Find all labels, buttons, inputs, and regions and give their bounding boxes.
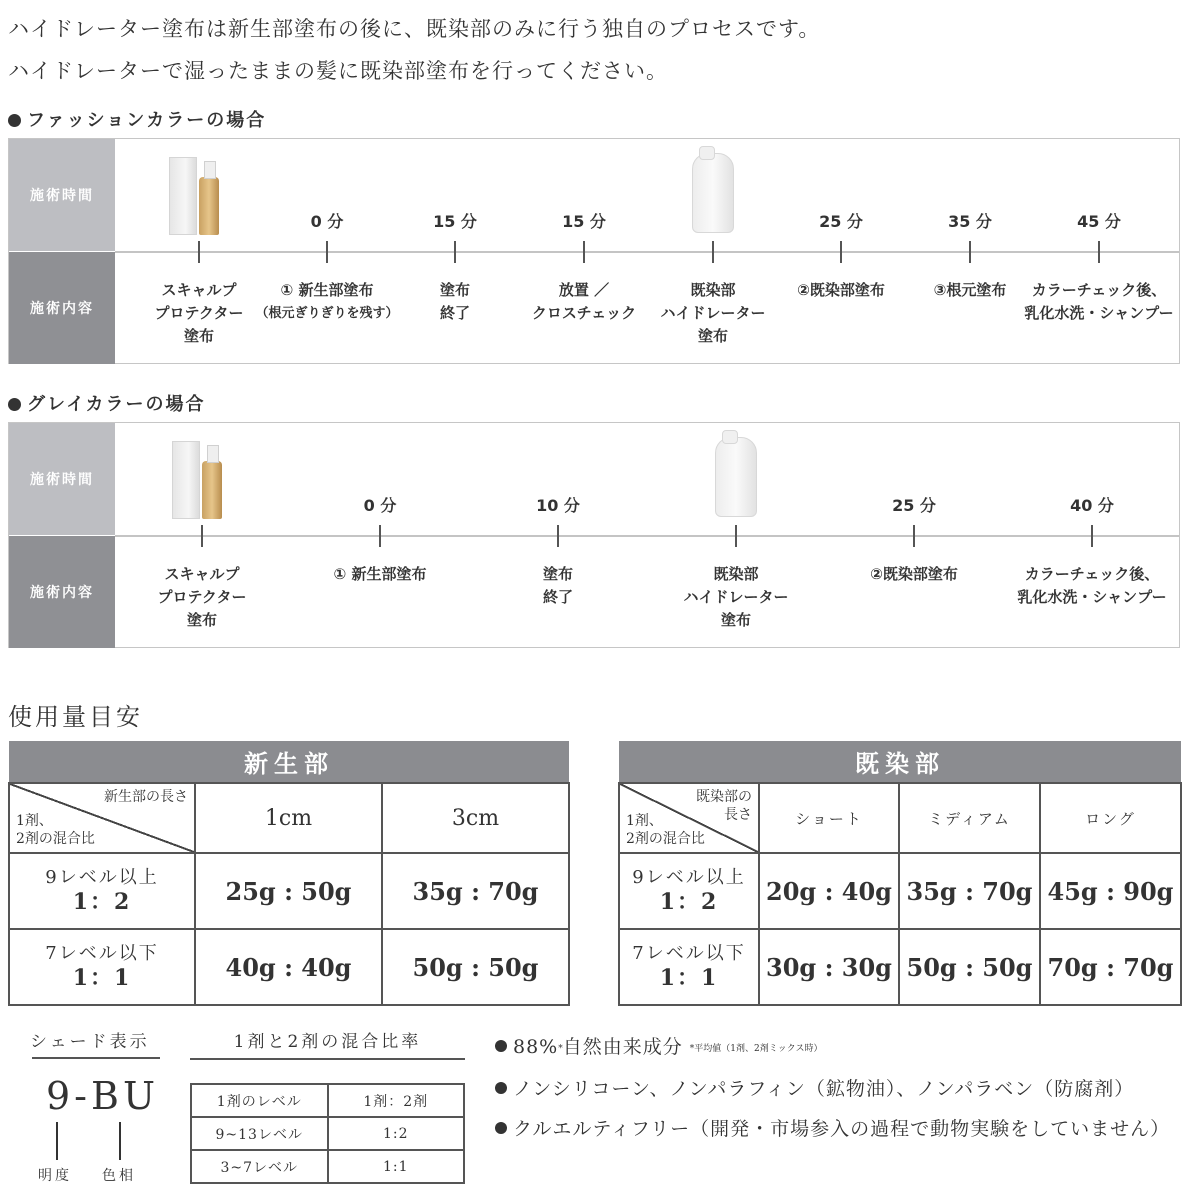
feature-list <box>495 1027 1170 1149</box>
step-time: 35 分 <box>948 212 992 231</box>
table-row <box>9 929 569 1005</box>
gray-section-title: グレイカラーの場合 <box>8 390 206 416</box>
step-description: ① 新生部塗布 <box>333 565 427 583</box>
hue-label: 色相 <box>102 1168 136 1184</box>
shade-code: 9-BU <box>46 1074 159 1118</box>
table-cell: 40g : 40g <box>195 929 382 1005</box>
feature-item: ノンシリコーン、ノンパラフィン（鉱物油）、ノンパラベン（防腐剤） <box>495 1069 1170 1109</box>
time-label: 施術時間 <box>9 139 115 251</box>
new-growth-usage-table <box>8 741 570 1006</box>
timeline-tick <box>454 241 456 263</box>
table-cell: 35g : 70g <box>382 853 569 929</box>
row-header: 9レベル以上 1：2 <box>619 853 759 929</box>
content-label: 施術内容 <box>9 252 115 364</box>
timeline-tick <box>969 241 971 263</box>
table-cell: 35g : 70g <box>899 853 1040 929</box>
column-header: ロング <box>1040 783 1181 853</box>
usage-title: 使用量目安 <box>8 703 143 731</box>
timeline <box>115 535 1179 537</box>
dyed-part-usage-table <box>618 741 1182 1006</box>
bullet-icon <box>8 114 21 127</box>
step-time: 25 分 <box>819 212 863 231</box>
shade-title: シェード表示 <box>30 1032 150 1052</box>
diagonal-header: 新生部の長さ 1剤、 2剤の混合比 <box>9 783 195 853</box>
step-description: 既染部 ハイドレーター 塗布 <box>660 281 766 345</box>
step-time: 25 分 <box>892 496 936 515</box>
timeline-tick <box>840 241 842 263</box>
table-cell: 1剤：2剤 <box>328 1084 465 1117</box>
table-cell: 50g : 50g <box>899 929 1040 1005</box>
step-time: 15 分 <box>562 212 606 231</box>
fashion-process-chart <box>8 138 1180 364</box>
timeline-tick <box>1091 525 1093 547</box>
table-head: 新生部 <box>9 741 569 783</box>
column-header: ショート <box>759 783 899 853</box>
fashion-section-title: ファッションカラーの場合 <box>8 106 266 132</box>
column-header: ミディアム <box>899 783 1040 853</box>
table-row <box>619 853 1181 929</box>
diagonal-header: 既染部の 長さ 1剤、 2剤の混合比 <box>619 783 759 853</box>
table-row <box>191 1150 464 1183</box>
hue-pointer <box>119 1122 121 1160</box>
step-description: カラーチェック後、 乳化水洗・シャンプー <box>1024 281 1174 322</box>
step-description: 放置 ／ クロスチェック <box>531 281 637 322</box>
step-description: ① 新生部塗布 （根元ぎりぎりを残す） <box>255 281 399 321</box>
feature-item: クルエルティフリー（開発・市場参入の過程で動物実験をしていません） <box>495 1109 1170 1149</box>
table-cell: 9~13レベル <box>191 1117 328 1150</box>
brightness-pointer <box>56 1122 58 1160</box>
step-time: 0 分 <box>310 212 344 231</box>
timeline-tick <box>1098 241 1100 263</box>
column-header: 3cm <box>382 783 569 853</box>
timeline-tick <box>712 241 714 263</box>
table-head: 既染部 <box>619 741 1181 783</box>
table-cell: 45g : 90g <box>1040 853 1181 929</box>
step-time: 15 分 <box>433 212 477 231</box>
table-cell: 50g : 50g <box>382 929 569 1005</box>
step-description: 塗布 終了 <box>542 565 574 606</box>
brightness-label: 明度 <box>38 1168 72 1184</box>
time-label: 施術時間 <box>9 423 115 535</box>
table-row <box>191 1117 464 1150</box>
step-description: ②既染部塗布 <box>797 281 885 299</box>
bullet-icon <box>495 1122 507 1134</box>
table-cell: 25g : 50g <box>195 853 382 929</box>
mix-ratio-title: 1剤と2剤の混合比率 <box>233 1032 422 1052</box>
step-description: カラーチェック後、 乳化水洗・シャンプー <box>1017 565 1167 606</box>
column-header: 1cm <box>195 783 382 853</box>
step-description: 塗布 終了 <box>439 281 471 322</box>
intro-text <box>8 8 820 92</box>
intro-line-1: ハイドレーター塗布は新生部塗布の後に、既染部のみに行う独自のプロセスです。 <box>8 17 821 41</box>
bullet-icon <box>8 398 21 411</box>
table-cell: 70g : 70g <box>1040 929 1181 1005</box>
intro-line-2: ハイドレーターで湿ったままの髪に既染部塗布を行ってください。 <box>8 59 668 83</box>
step-description: 既染部 ハイドレーター 塗布 <box>683 565 789 629</box>
step-description: スキャルプ プロテクター 塗布 <box>157 565 247 629</box>
table-cell: 20g : 40g <box>759 853 899 929</box>
timeline-tick <box>326 241 328 263</box>
timeline-tick <box>201 525 203 547</box>
timeline-tick <box>557 525 559 547</box>
divider <box>32 1057 160 1059</box>
row-header: 9レベル以上 1：2 <box>9 853 195 929</box>
row-header: 7レベル以下 1：1 <box>619 929 759 1005</box>
timeline-tick <box>583 241 585 263</box>
step-time: 45 分 <box>1077 212 1121 231</box>
timeline <box>115 251 1179 253</box>
timeline-tick <box>198 241 200 263</box>
divider <box>190 1058 465 1060</box>
step-description: ③根元塗布 <box>933 281 1007 299</box>
table-cell: 1剤のレベル <box>191 1084 328 1117</box>
content-label: 施術内容 <box>9 536 115 648</box>
table-row <box>9 853 569 929</box>
table-cell: 1:2 <box>328 1117 465 1150</box>
step-description: スキャルプ プロテクター 塗布 <box>154 281 244 345</box>
table-cell: 30g : 30g <box>759 929 899 1005</box>
bullet-icon <box>495 1040 507 1052</box>
feature-item: 88%*自然由来成分 *平均値（1剤、2剤ミックス時） <box>495 1027 1170 1069</box>
table-row <box>619 929 1181 1005</box>
table-cell: 3~7レベル <box>191 1150 328 1183</box>
mix-ratio-table <box>190 1083 465 1184</box>
timeline-tick <box>379 525 381 547</box>
timeline-tick <box>913 525 915 547</box>
gray-process-chart <box>8 422 1180 648</box>
step-time: 40 分 <box>1070 496 1114 515</box>
bullet-icon <box>495 1082 507 1094</box>
step-time: 0 分 <box>363 496 397 515</box>
row-header: 7レベル以下 1：1 <box>9 929 195 1005</box>
step-description: ②既染部塗布 <box>870 565 958 583</box>
timeline-tick <box>735 525 737 547</box>
table-cell: 1:1 <box>328 1150 465 1183</box>
step-time: 10 分 <box>536 496 580 515</box>
table-row <box>191 1084 464 1117</box>
